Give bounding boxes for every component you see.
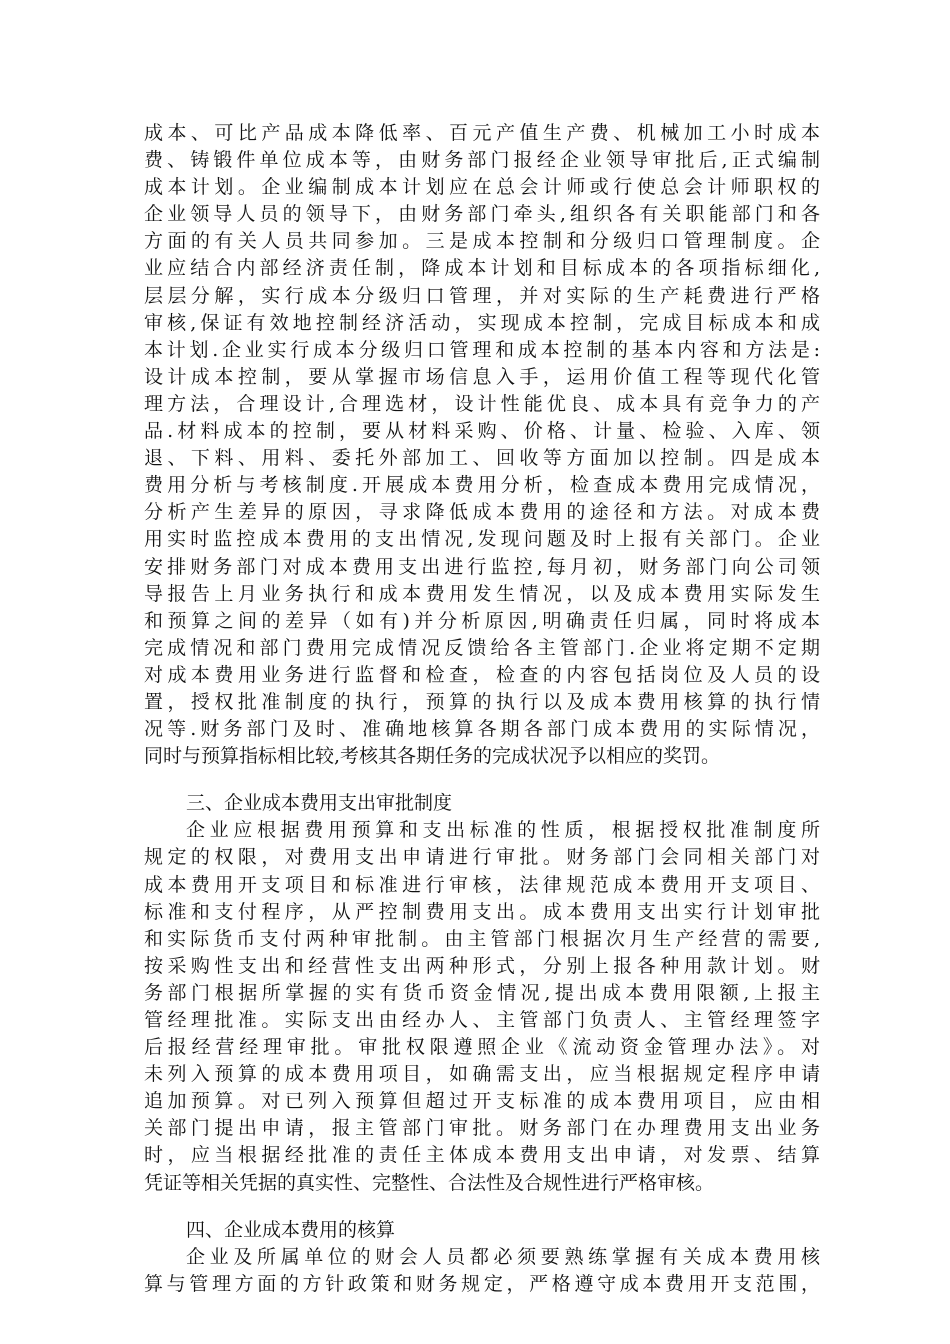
text-line: 方面的有关人员共同参加。三是成本控制和分级归口管理制度。企 (144, 230, 820, 253)
text-line: 管经理批准。实际支出由经办人、主管部门负责人、主管经理签字 (144, 1009, 820, 1031)
text-line: 品.材料成本的控制，要从材料采购、价格、计量、检验、入库、领 (144, 420, 820, 443)
text-line: 凭证等相关凭据的真实性、完整性、合法性及合规性进行严格审核。 (144, 1171, 715, 1194)
text-line: 安排财务部门对成本费用支出进行监控,每月初，财务部门向公司领 (144, 555, 820, 578)
text-line: 企业领导人员的领导下，由财务部门牵头,组织各有关职能部门和各 (144, 203, 820, 226)
text-line: 费用分析与考核制度.开展成本费用分析，检查成本费用完成情况， (144, 474, 820, 497)
text-line: 费、铸锻件单位成本等，由财务部门报经企业领导审批后,正式编制 (144, 149, 820, 172)
text-line: 理方法，合理设计,合理选材，设计性能优良、成本具有竞争力的产 (144, 392, 820, 415)
text-line: 未列入预算的成本费用项目，如确需支出，应当根据规定程序申请 (144, 1063, 820, 1086)
text-line: 设计成本控制，要从掌握市场信息入手，运用价值工程等现代化管 (144, 365, 820, 388)
text-line: 和预算之间的差异（如有)并分析原因,明确责任归属，同时将成本 (144, 609, 820, 632)
text-line: 企业应根据费用预算和支出标准的性质，根据授权批准制度所 (186, 819, 820, 842)
section-approval-system (144, 790, 820, 1196)
text-line: 标准和支付程序，从严控制费用支出。成本费用支出实行计划审批 (144, 900, 820, 923)
text-line: 企业及所属单位的财会人员都必须要熟练掌握有关成本费用核 (186, 1245, 820, 1268)
section-heading: 四、企业成本费用的核算 (186, 1218, 396, 1241)
text-line: 务部门根据所掌握的实有货币资金情况,提出成本费用限额,上报主 (144, 981, 820, 1004)
paragraph-continued (144, 120, 820, 770)
text-line: 算与管理方面的方针政策和财务规定，严格遵守成本费用开支范围， (144, 1272, 820, 1295)
text-line: 审核,保证有效地控制经济活动，实现成本控制，完成目标成本和成 (144, 311, 820, 334)
text-line: 后报经营经理审批。审批权限遵照企业《流动资金管理办法》。对 (144, 1036, 820, 1059)
text-line: 同时与预算指标相比较,考核其各期任务的完成状况予以相应的奖罚。 (144, 745, 721, 768)
text-line: 对成本费用业务进行监督和检查，检查的内容包括岗位及人员的设 (144, 663, 820, 686)
text-line: 导报告上月业务执行和成本费用发生情况，以及成本费用实际发生 (144, 582, 820, 605)
text-line: 业应结合内部经济责任制，降成本计划和目标成本的各项指标细化, (144, 257, 820, 280)
section-heading: 三、企业成本费用支出审批制度 (186, 792, 453, 815)
text-line: 追加预算。对已列入预算但超过开支标准的成本费用项目，应由相 (144, 1090, 820, 1113)
document-page (144, 120, 820, 1298)
text-line: 用实时监控成本费用的支出情况,发现问题及时上报有关部门。企业 (144, 528, 820, 551)
text-line: 层层分解，实行成本分级归口管理，并对实际的生产耗费进行严格 (144, 284, 820, 307)
text-line: 分析产生差异的原因，寻求降低成本费用的途径和方法。对成本费 (144, 501, 820, 524)
text-line: 本计划.企业实行成本分级归口管理和成本控制的基本内容和方法是: (144, 338, 820, 361)
text-line: 完成情况和部门费用完成情况反馈给各主管部门.企业将定期不定期 (144, 636, 820, 659)
text-line: 退、下料、用料、委托外部加工、回收等方面加以控制。四是成本 (144, 447, 820, 470)
paragraph-gap (144, 770, 820, 790)
text-line: 和实际货币支付两种审批制。由主管部门根据次月生产经营的需要, (144, 927, 820, 950)
section-cost-accounting (144, 1217, 820, 1298)
text-line: 成本计划。企业编制成本计划应在总会计师或行使总会计师职权的 (144, 176, 820, 199)
text-line: 时，应当根据经批准的责任主体成本费用支出申请，对发票、结算 (144, 1144, 820, 1167)
text-line: 置，授权批准制度的执行，预算的执行以及成本费用核算的执行情 (144, 690, 820, 713)
text-line: 成本费用开支项目和标准进行审核，法律规范成本费用开支项目、 (144, 873, 820, 896)
text-line: 规定的权限，对费用支出申请进行审批。财务部门会同相关部门对 (144, 846, 820, 869)
text-line: 关部门提出申请，报主管部门审批。财务部门在办理费用支出业务 (144, 1117, 820, 1140)
paragraph-gap (144, 1197, 820, 1217)
text-line: 况等.财务部门及时、准确地核算各期各部门成本费用的实际情况， (144, 718, 820, 741)
text-line: 按采购性支出和经营性支出两种形式，分别上报各种用款计划。财 (144, 954, 820, 977)
text-line: 成本、可比产品成本降低率、百元产值生产费、机械加工小时成本 (144, 122, 820, 144)
